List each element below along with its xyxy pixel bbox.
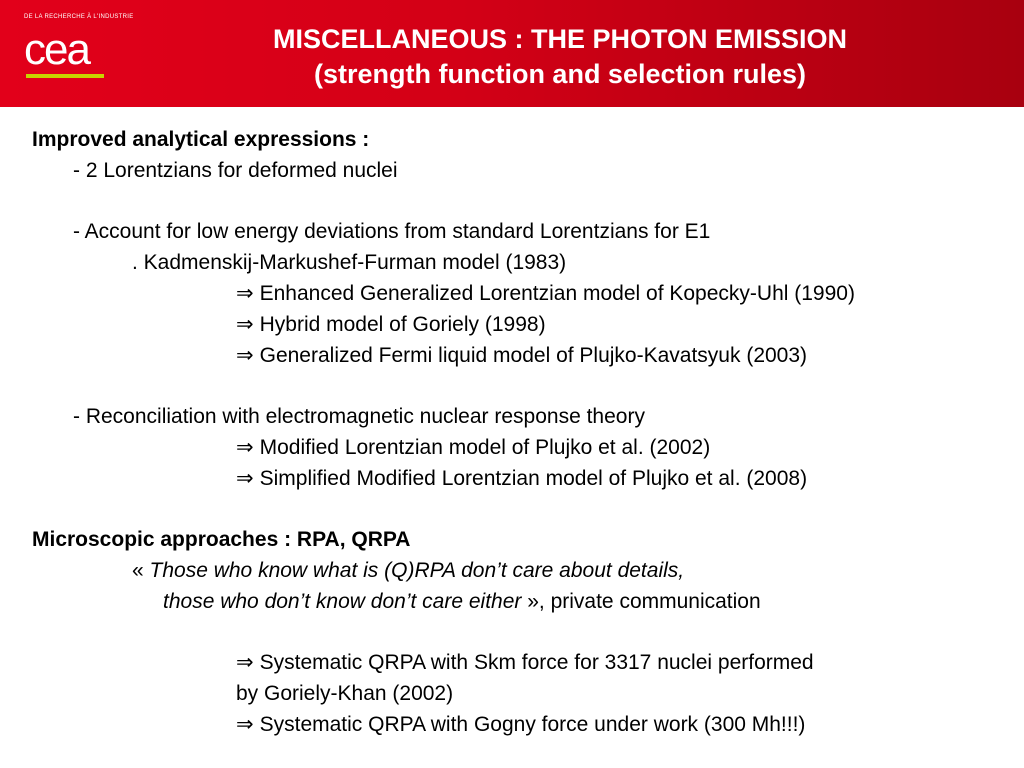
logo-text: cea	[24, 30, 89, 74]
title-line-1: MISCELLANEOUS : THE PHOTON EMISSION	[272, 24, 848, 54]
quote-line-1	[132, 558, 684, 584]
section-heading-analytical: Improved analytical expressions :	[32, 128, 370, 151]
implies-arrow-icon: ⇒	[236, 713, 254, 736]
implies-arrow-icon: ⇒	[236, 436, 254, 459]
arrow-item-text: Enhanced Generalized Lorentzian model of Kopecky-Uhl (1990)	[259, 282, 855, 305]
section-heading-microscopic: Microscopic approaches : RPA, QRPA	[32, 528, 411, 551]
quote-open-mark: «	[132, 559, 150, 582]
implies-arrow-icon: ⇒	[236, 344, 254, 367]
bullet-lorentzians: - 2 Lorentzians for deformed nuclei	[73, 159, 398, 182]
quote-line-2	[163, 589, 761, 615]
implies-arrow-icon: ⇒	[236, 282, 254, 305]
arrow-item-goriely	[236, 312, 546, 338]
sub-kadmenskij: . Kadmenskij-Markushef-Furman model (1983)	[132, 251, 567, 274]
arrow-item-text: Systematic QRPA with Gogny force under work (300 Mh!!!)	[259, 713, 806, 736]
quote-text-2: those who don’t know don’t care either	[163, 590, 522, 613]
arrow-item-text: Generalized Fermi liquid model of Plujko-Kavatsyuk (2003)	[259, 344, 808, 367]
bullet-low-energy: - Account for low energy deviations from standard Lorentzians for E1	[73, 220, 711, 243]
arrow-item-kopecky	[236, 281, 855, 307]
quote-attribution: », private communication	[521, 590, 761, 613]
implies-arrow-icon: ⇒	[236, 651, 254, 674]
arrow-item-qrpa-skm	[236, 650, 814, 676]
title-line-2: (strength function and selection rules)	[313, 59, 807, 89]
bullet-reconciliation: - Reconciliation with electromagnetic nuclear response theory	[73, 405, 645, 428]
arrow-item-text: Modified Lorentzian model of Plujko et al. (2002)	[259, 436, 711, 459]
arrow-item-modified-lorentzian	[236, 435, 710, 461]
implies-arrow-icon: ⇒	[236, 313, 254, 336]
logo-tagline: DE LA RECHERCHE À L'INDUSTRIE	[24, 14, 134, 20]
arrow-item-qrpa-skm-cont: by Goriely-Khan (2002)	[236, 682, 454, 705]
arrow-item-simplified-modified	[236, 466, 807, 492]
quote-text-1: Those who know what is (Q)RPA don’t care about details,	[149, 559, 685, 582]
arrow-item-text: Simplified Modified Lorentzian model of Plujko et al. (2008)	[259, 467, 808, 490]
arrow-item-text: Systematic QRPA with Skm force for 3317 nuclei performed	[259, 651, 814, 674]
arrow-item-plujko-kavatsyuk	[236, 343, 807, 369]
arrow-item-text: Hybrid model of Goriely (1998)	[259, 313, 546, 336]
implies-arrow-icon: ⇒	[236, 467, 254, 490]
arrow-item-qrpa-gogny	[236, 712, 805, 738]
